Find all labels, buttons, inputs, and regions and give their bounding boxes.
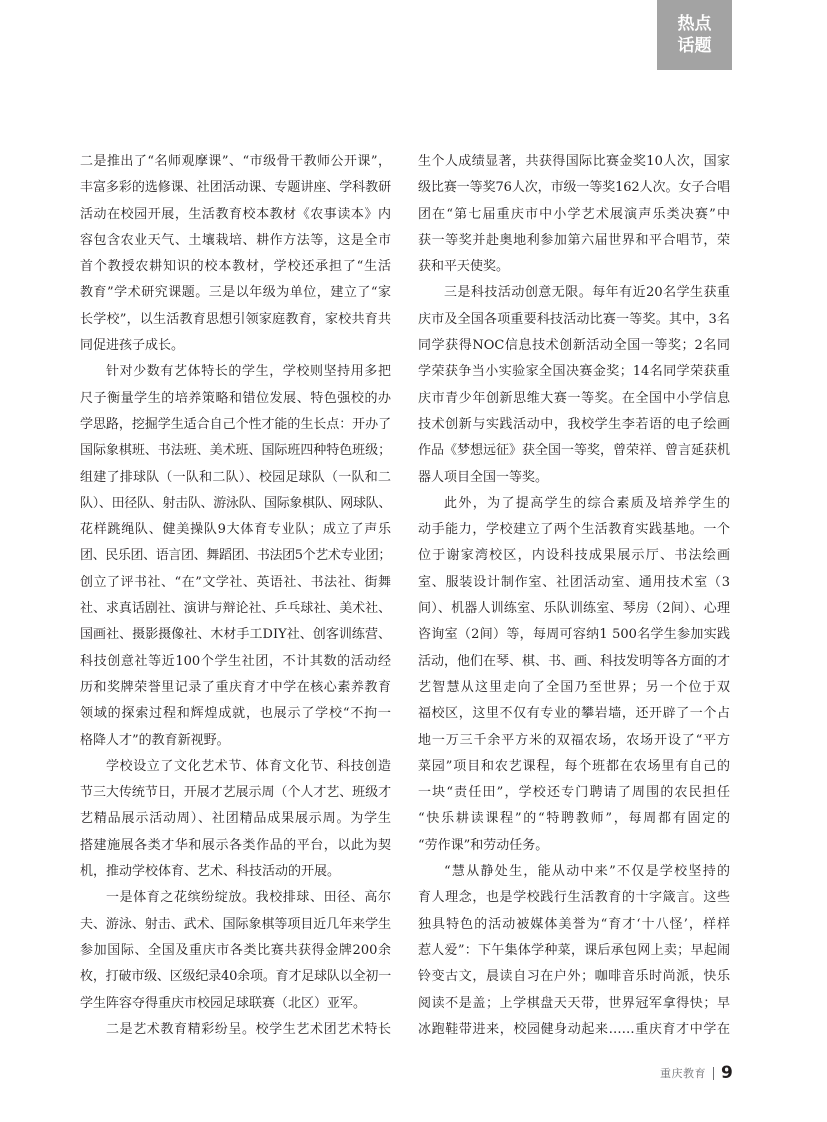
text-line — [80, 1017, 391, 1043]
text-line — [418, 412, 730, 438]
text-line-content: 获和平天使奖。 — [418, 259, 510, 275]
text-line — [418, 701, 730, 727]
text-line-content: 艺精品展示活动周）、社团精品成果展示周。为学生 — [80, 811, 391, 827]
text-line — [418, 754, 730, 780]
text-line-content: 级比赛一等奖76人次，市级一等奖162人次。女子合唱 — [418, 180, 730, 196]
text-line — [80, 412, 391, 438]
text-line-content: 获一等奖并赴奥地利参加第六届世界和平合唱节，荣 — [418, 232, 730, 248]
text-line — [418, 938, 730, 964]
text-line-content: 国画社、摄影摄像社、木材手工DIY社、创客训练营、 — [80, 627, 391, 643]
text-line-content: 一是体育之花缤纷绽放。我校排球、田径、高尔 — [106, 890, 391, 906]
text-line — [80, 701, 391, 727]
text-line — [80, 596, 391, 622]
text-line-content: 生个人成绩显著，共获得国际比赛金奖10人次，国家 — [418, 154, 730, 169]
text-line-content: 技术创新与实践活动中，我校学生李若语的电子绘画 — [418, 416, 730, 432]
text-line — [80, 991, 391, 1017]
text-line — [80, 570, 391, 596]
text-line — [80, 912, 391, 938]
text-line-content: 首个教授农耕知识的校本教材，学校还承担了“生活 — [80, 259, 391, 275]
magazine-name: 重庆教育 — [660, 1067, 706, 1080]
text-line — [80, 438, 391, 464]
text-line-content: 团、民乐团、语言团、舞蹈团、书法团5个艺术专业团； — [80, 548, 391, 564]
text-line — [418, 543, 730, 569]
text-line-content: 地一万三千余平方米的双福农场，农场开设了“平方 — [418, 732, 730, 748]
text-line — [80, 833, 391, 859]
text-line — [418, 649, 730, 675]
text-line-content: 冰跑鞋带进来，校园健身动起来……重庆育才中学在 — [418, 1021, 730, 1037]
section-tab-line-2: 话题 — [677, 36, 712, 56]
text-line-content: 尺子衡量学生的培养策略和错位发展、特色强校的办 — [80, 390, 391, 406]
paragraph — [80, 1017, 391, 1043]
paragraph — [418, 859, 730, 1043]
text-line — [80, 202, 391, 228]
right-text-column — [418, 149, 730, 1043]
text-line — [418, 280, 730, 306]
text-line-content: 铃变古文，晨读自习在户外；咖啡音乐时尚派，快乐 — [418, 969, 730, 985]
text-line — [418, 333, 730, 359]
text-line-content: 惹人爱”：下午集体学种菜，课后承包网上卖；早起闹 — [418, 942, 730, 958]
text-line — [418, 254, 730, 280]
text-line-content: 花样跳绳队、健美操队9大体育专业队；成立了声乐 — [80, 522, 391, 538]
text-line-content: 创立了评书社、“在”文学社、英语社、书法社、街舞 — [80, 574, 391, 590]
text-line-content: 间）、机器人训练室、乐队训练室、琴房（2间）、心理 — [418, 601, 730, 617]
text-line — [418, 912, 730, 938]
text-line — [80, 517, 391, 543]
text-line-content: 器人项目全国一等奖。 — [418, 469, 549, 485]
text-line-content: 阅读不是盖；上学棋盘天天带，世界冠军拿得快；早 — [418, 995, 730, 1011]
section-tab — [657, 0, 732, 70]
text-line — [418, 491, 730, 517]
text-line — [80, 491, 391, 517]
text-line — [80, 228, 391, 254]
text-line-content: 育人理念，也是学校践行生活教育的十字箴言。这些 — [418, 890, 730, 906]
text-line — [80, 280, 391, 306]
text-line-content: 团在“第七届重庆市中小学艺术展演声乐类决赛”中 — [418, 206, 730, 222]
text-line-content: 格降人才”的教育新视野。 — [80, 732, 230, 748]
text-line-content: 队）、田径队、射击队、游泳队、国际象棋队、网球队、 — [80, 495, 391, 511]
text-line-content: 庆市及全国各项重要科技活动比赛一等奖。其中，3名 — [418, 311, 730, 327]
text-line — [80, 859, 391, 885]
text-line-content: 历和奖牌荣誉里记录了重庆育才中学在核心素养教育 — [80, 679, 391, 695]
paragraph — [418, 149, 730, 280]
text-line-content: 针对少数有艺体特长的学生，学校则坚持用多把 — [106, 364, 391, 380]
text-line — [80, 938, 391, 964]
text-line — [80, 359, 391, 385]
text-line-content: 独具特色的活动被媒体美誉为“育才‘十八怪’，样样 — [418, 916, 730, 932]
text-line-content: 咨询室（2间）等，每周可容纳1 500名学生参加实践 — [418, 627, 730, 643]
text-line — [418, 307, 730, 333]
text-line — [80, 964, 391, 990]
text-line-content: 动手能力，学校建立了两个生活教育实践基地。一个 — [418, 522, 730, 538]
text-line — [80, 622, 391, 648]
text-line — [80, 754, 391, 780]
text-line-content: 同促进孩子成长。 — [80, 338, 185, 354]
page-number: 9 — [721, 1063, 733, 1083]
text-line — [418, 228, 730, 254]
text-line — [80, 386, 391, 412]
text-line — [418, 570, 730, 596]
text-line-content: 此外，为了提高学生的综合素质及培养学生的 — [444, 495, 730, 511]
text-line — [80, 780, 391, 806]
text-line-content: 菜园”项目和农艺课程，每个班都在农场里有自己的 — [418, 758, 730, 774]
text-line — [80, 175, 391, 201]
text-line-content: 社、求真话剧社、演讲与辩论社、乒乓球社、美术社、 — [80, 601, 391, 617]
paragraph — [80, 149, 391, 359]
text-line-content: 机，推动学校体育、艺术、科技活动的开展。 — [80, 864, 341, 880]
text-line-content: 作品《梦想远征》获全国一等奖，曾荣祥、曾言延获机 — [418, 443, 731, 459]
text-line — [80, 728, 391, 754]
text-line-content: 二是艺术教育精彩纷呈。校学生艺术团艺术特长 — [106, 1021, 391, 1037]
text-line-content: 容包含农业天气、土壤栽培、耕作方法等，这是全市 — [80, 232, 391, 248]
text-line-content: 枚，打破市级、区级纪录40余项。育才足球队以全初一 — [80, 969, 391, 985]
text-line — [418, 386, 730, 412]
text-line — [418, 622, 730, 648]
text-line — [80, 806, 391, 832]
text-line — [418, 833, 730, 859]
paragraph — [418, 280, 730, 490]
text-line — [80, 307, 391, 333]
text-line — [418, 596, 730, 622]
paragraph — [80, 885, 391, 1016]
text-line — [418, 517, 730, 543]
text-line-content: 同学获得NOC信息技术创新活动全国一等奖；2名同 — [418, 338, 730, 354]
text-line-content: 参加国际、全国及重庆市各类比赛共获得金牌200余 — [80, 942, 391, 958]
text-line — [80, 333, 391, 359]
text-line — [80, 675, 391, 701]
text-line-content: 室、服装设计制作室、社团活动室、通用技术室（3 — [418, 574, 730, 590]
text-line-content: “慧从静处生，能从动中来”不仅是学校坚持的 — [444, 864, 730, 880]
text-line-content: 学生阵容夺得重庆市校园足球联赛（北区）亚军。 — [80, 995, 367, 1011]
text-line-content: 长学校”，以生活教育思想引领家庭教育，家校共育共 — [80, 311, 391, 327]
text-line — [80, 649, 391, 675]
text-line-content: 三是科技活动创意无限。每年有近20名学生获重 — [444, 285, 730, 301]
section-tab-line-1: 热点 — [677, 14, 712, 34]
text-line-content: 组建了排球队（一队和二队）、校园足球队（一队和二 — [80, 469, 391, 485]
text-line-content: 丰富多彩的选修课、社团活动课、专题讲座、学科教研 — [80, 180, 391, 196]
text-line — [418, 675, 730, 701]
text-line-content: 节三大传统节日，开展才艺展示周（个人才艺、班级才 — [80, 785, 391, 801]
text-line — [80, 254, 391, 280]
text-line-content: “劳作课”和劳动任务。 — [418, 837, 549, 853]
text-line-content: 科技创意社等近100个学生社团，不计其数的活动经 — [80, 653, 391, 669]
text-line-content: 艺智慧从这里走向了全国乃至世界；另一个位于双 — [418, 679, 730, 695]
page-footer — [660, 1062, 733, 1084]
text-line-content: 活动，他们在琴、棋、书、画、科技发明等各方面的才 — [418, 653, 731, 669]
text-line — [418, 806, 730, 832]
text-line-content: 福校区，这里不仅有专业的攀岩墙，还开辟了一个占 — [418, 706, 730, 722]
paragraph — [80, 359, 391, 753]
text-line — [418, 175, 730, 201]
paragraph — [80, 754, 391, 885]
text-line — [418, 991, 730, 1017]
text-line-content: “快乐耕读课程”的“特聘教师”，每周都有固定的 — [418, 811, 730, 827]
text-line — [418, 359, 730, 385]
text-line-content: 学校设立了文化艺术节、体育文化节、科技创造 — [106, 758, 391, 774]
text-line — [418, 885, 730, 911]
text-line-content: 学荣获争当小实验家全国决赛金奖；14名同学荣获重 — [418, 364, 730, 380]
text-line-content: 搭建施展各类才华和展示各类作品的平台，以此为契 — [80, 837, 391, 853]
text-line-content: 教育”学术研究课题。三是以年级为单位，建立了“家 — [80, 285, 391, 301]
text-line — [80, 465, 391, 491]
footer-divider — [713, 1067, 714, 1080]
text-line-content: 夫、游泳、射击、武术、国际象棋等项目近几年来学生 — [80, 916, 391, 932]
text-line — [418, 964, 730, 990]
text-line-content: 学思路，挖掘学生适合自己个性才能的生长点：开办了 — [80, 416, 391, 432]
text-line-content: 活动在校园开展，生活教育校本教材《农事读本》内 — [80, 206, 391, 222]
text-line-content: 国际象棋班、书法班、美术班、国际班四种特色班级； — [80, 443, 391, 459]
text-line-content: 庆市青少年创新思维大赛一等奖。在全国中小学信息 — [418, 390, 730, 406]
text-line — [418, 149, 730, 175]
text-line — [418, 780, 730, 806]
left-text-column — [80, 149, 391, 1043]
text-line — [418, 438, 730, 464]
text-line-content: 一块“责任田”，学校还专门聘请了周围的农民担任 — [418, 785, 730, 801]
text-line — [418, 728, 730, 754]
text-line — [418, 859, 730, 885]
text-line — [418, 202, 730, 228]
text-line-content: 位于谢家湾校区，内设科技成果展示厅、书法绘画 — [418, 548, 730, 564]
text-line — [418, 1017, 730, 1043]
text-line-content: 二是推出了“名师观摩课”、“市级骨干教师公开课”， — [80, 154, 391, 169]
text-line-content: 领域的探索过程和辉煌成就，也展示了学校“不拘一 — [80, 706, 391, 722]
text-line — [80, 543, 391, 569]
text-line — [418, 465, 730, 491]
paragraph — [418, 491, 730, 859]
text-line — [80, 149, 391, 175]
text-line — [80, 885, 391, 911]
